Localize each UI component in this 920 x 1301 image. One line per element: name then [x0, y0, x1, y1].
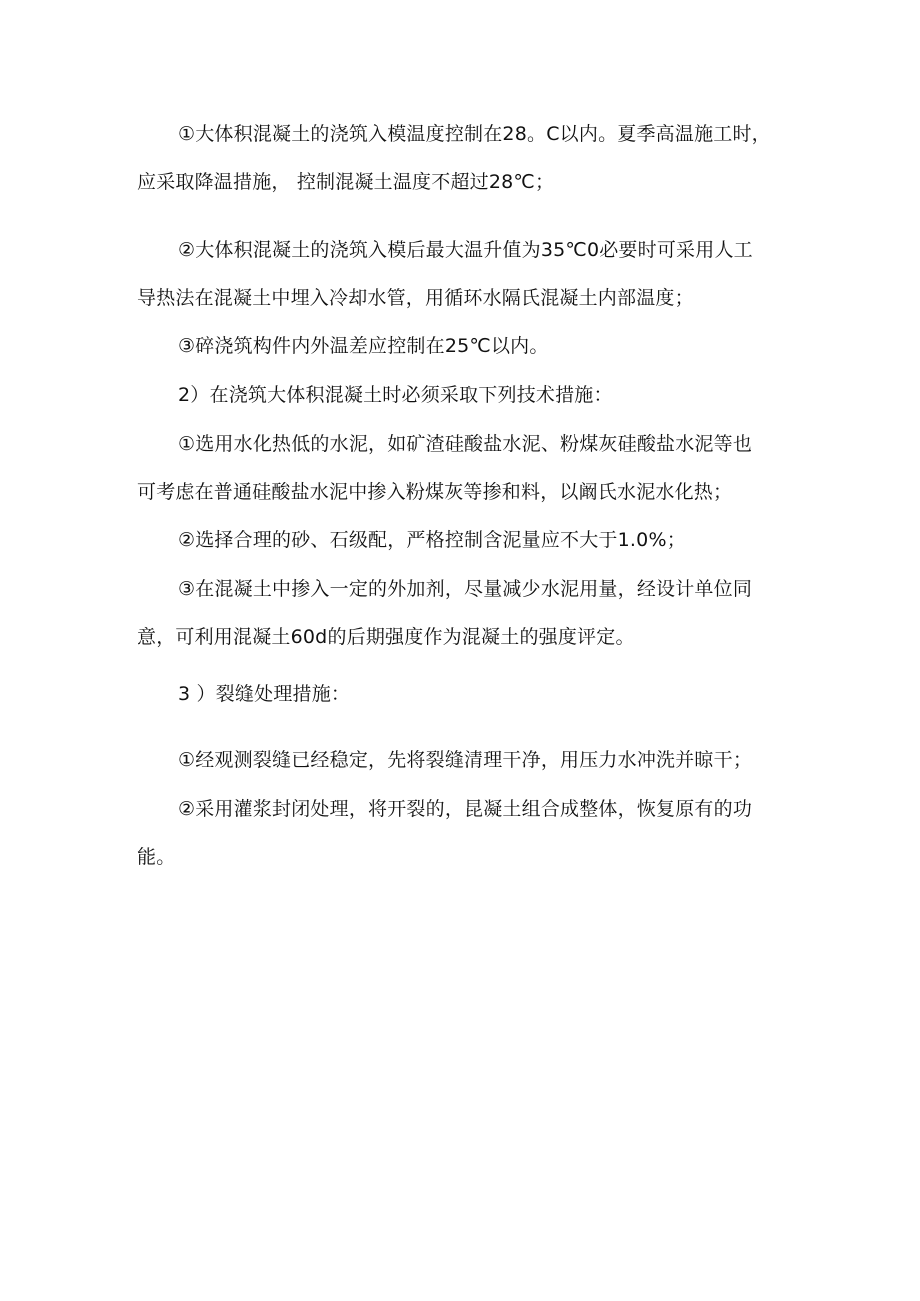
- text-line: ③碎浇筑构件内外温差应控制在25℃以内。: [178, 335, 549, 357]
- text-line: ②大体积混凝土的浇筑入模后最大温升值为35℃0必要时可采用人工: [178, 239, 753, 261]
- text-line: 3 ）裂缝处理措施：: [178, 683, 351, 705]
- text-line: ①大体积混凝土的浇筑入模温度控制在28。C以内。夏季高温施工时，: [178, 123, 771, 145]
- text-line: 导热法在混凝土中埋入冷却水管，用循环水隔氏混凝土内部温度；: [137, 287, 694, 309]
- text-line: 意，可利用混凝土60d的后期强度作为混凝土的强度评定。: [137, 626, 635, 648]
- text-line: 能。: [137, 846, 176, 868]
- text-line: 应采取降温措施， 控制混凝土温度不超过28℃；: [137, 171, 555, 193]
- text-line: 可考虑在普通硅酸盐水泥中掺入粉煤灰等掺和料，以阚氏水泥水化热；: [137, 481, 733, 503]
- text-line: ①经观测裂缝已经稳定，先将裂缝清理干净，用压力水冲洗并晾干；: [178, 749, 753, 771]
- text-line: ②选择合理的砂、石级配，严格控制含泥量应不大于1.0%；: [178, 529, 686, 551]
- text-line: 2）在浇筑大体积混凝土时必须采取下列技术措施：: [178, 384, 613, 406]
- text-line: ③在混凝土中掺入一定的外加剂，尽量减少水泥用量，经设计单位同: [178, 578, 753, 600]
- text-line: ①选用水化热低的水泥，如矿渣硅酸盐水泥、粉煤灰硅酸盐水泥等也: [178, 433, 753, 455]
- text-line: ②采用灌浆封闭处理，将开裂的，昆凝土组合成整体，恢复原有的功: [178, 798, 753, 820]
